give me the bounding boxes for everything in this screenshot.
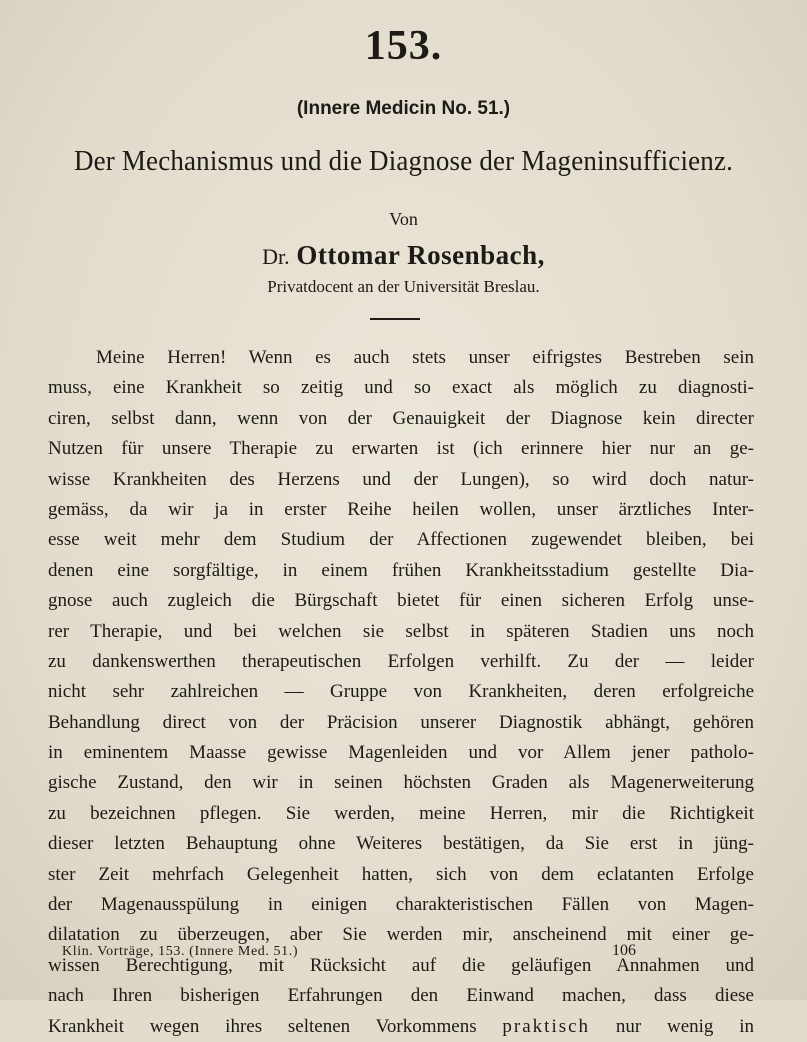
- lecture-number: 153.: [364, 23, 443, 69]
- text-line: dilatation zu überzeugen, aber Sie werden mir, anscheinend mit einer ge-: [48, 924, 754, 946]
- text-line: rer Therapie, und bei welchen sie selbst in späteren Stadien uns noch: [48, 620, 754, 642]
- text-line: ciren, selbst dann, wenn von der Genauigkeit der Diagnose kein directer: [48, 407, 754, 429]
- title-divider: [370, 318, 420, 320]
- emphasized-word: praktisch: [502, 1015, 591, 1037]
- text-line: Nutzen für unsere Therapie zu erwarten ist (ich erinnere hier nur an ge-: [48, 438, 754, 460]
- text-line-last: [48, 1012, 754, 1042]
- author-prefix: Dr.: [262, 244, 290, 269]
- page-number: 106: [612, 942, 636, 959]
- author-name: Ottomar Rosenbach,: [296, 240, 545, 270]
- text-line: in eminentem Maasse gewisse Magenleiden und vor Allem jener patholo-: [48, 742, 754, 764]
- text-span: Krankheit wegen ihres seltenen Vorkommens: [48, 1015, 477, 1037]
- body-text: [48, 343, 754, 1042]
- text-line: denen eine sorgfältige, in einem frühen Krankheitsstadium gestellte Dia-: [48, 559, 754, 581]
- text-line: wissen Berechtigung, mit Rücksicht auf die geläufigen Annahmen und: [48, 954, 754, 976]
- author-affiliation: Privatdocent an der Universität Breslau.: [267, 277, 540, 296]
- text-line: wisse Krankheiten des Herzens und der Lungen), so wird doch natur-: [48, 468, 754, 490]
- author-line: [0, 240, 807, 271]
- series-label: (Innere Medicin No. 51.): [296, 98, 511, 119]
- text-line: Behandlung direct von der Präcision unserer Diagnostik abhängt, gehören: [48, 711, 754, 733]
- text-line: der Magenausspülung in einigen charakteristischen Fällen von Magen-: [48, 894, 754, 916]
- text-line: zu dankenswerthen therapeutischen Erfolgen verhilft. Zu der — leider: [48, 650, 754, 672]
- text-line: esse weit mehr dem Studium der Affectionen zugewendet bleiben, bei: [48, 529, 754, 551]
- text-span: nur wenig in: [615, 1015, 754, 1037]
- text-line: Meine Herren! Wenn es auch stets unser eifrigstes Bestreben sein: [96, 347, 754, 368]
- text-line: dieser letzten Behauptung ohne Weiteres bestätigen, da Sie erst in jüng-: [48, 833, 754, 855]
- text-line: zu bezeichnen pflegen. Sie werden, meine Herren, mir die Richtigkeit: [48, 802, 754, 824]
- text-line: gnose auch zugleich die Bürgschaft bietet für einen sicheren Erfolg unse-: [48, 590, 754, 612]
- text-line: muss, eine Krankheit so zeitig und so exact als möglich zu diagnosti-: [48, 377, 754, 399]
- text-line: ster Zeit mehrfach Gelegenheit hatten, sich von dem eclatanten Erfolge: [48, 863, 754, 885]
- footer-citation: Klin. Vorträge, 153. (Innere Med. 51.): [62, 944, 299, 959]
- by-label: Von: [389, 209, 418, 229]
- text-line: gemäss, da wir ja in erster Reihe heilen wollen, unser ärztliches Inter-: [48, 498, 754, 520]
- article-title: Der Mechanismus und die Diagnose der Mageninsufficienz.: [73, 145, 734, 177]
- text-line: nach Ihren bisherigen Erfahrungen den Einwand machen, dass diese: [48, 985, 754, 1007]
- text-line: gische Zustand, den wir in seinen höchsten Graden als Magenerweiterung: [48, 772, 754, 794]
- text-line: nicht sehr zahlreichen — Gruppe von Krankheiten, deren erfolgreiche: [48, 681, 754, 703]
